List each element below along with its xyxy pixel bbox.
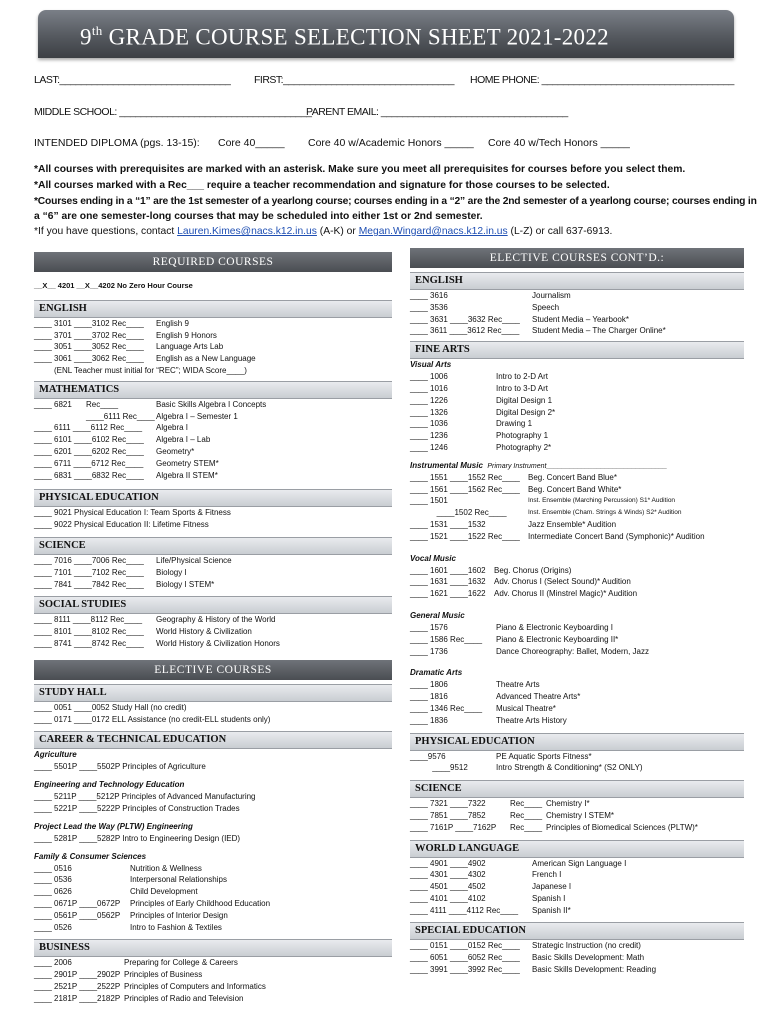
course-name: Principles of Computers and Informatics	[124, 981, 266, 991]
course-row[interactable]	[410, 822, 744, 834]
course-codes: ____ 3701 ____3702 Rec____	[34, 330, 144, 340]
course-name: French I	[532, 870, 562, 880]
course-text: ____ 5211P ____5212P Principles of Advanced Manufacturing	[34, 792, 256, 802]
course-row[interactable]	[410, 302, 744, 314]
course-name: English 9	[156, 318, 189, 328]
course-name: World History & Civilization Honors	[156, 638, 280, 648]
course-row[interactable]	[410, 881, 744, 893]
course-name: Principles of Interior Design	[130, 910, 228, 920]
course-codes: ____ 6821	[34, 399, 72, 409]
course-codes: ____ 8741 ____8742 Rec____	[34, 638, 144, 648]
course-row[interactable]	[34, 702, 392, 714]
course-codes: ____ 1586 Rec____	[410, 634, 483, 644]
course-row[interactable]	[410, 952, 744, 964]
sub-pltw: Project Lead the Way (PLTW) Engineering	[34, 821, 193, 831]
course-row[interactable]	[410, 418, 744, 430]
course-name: Algebra I	[156, 423, 189, 433]
course-codes: ____1502 Rec____	[410, 508, 507, 518]
sub-vocal: Vocal Music	[410, 553, 456, 563]
section-science: SCIENCE	[34, 537, 392, 555]
course-name: Beg. Concert Band White*	[528, 484, 622, 494]
page-title: 9th GRADE COURSE SELECTION SHEET 2021-2022	[80, 23, 609, 50]
section-english-elective: ENGLISH	[410, 272, 744, 290]
section-science-elective: SCIENCE	[410, 780, 744, 798]
course-codes: ____ 3631 ____3632 Rec____	[410, 314, 520, 324]
course-row[interactable]	[34, 981, 392, 993]
course-codes: ____ 0536	[34, 875, 72, 885]
core40-option[interactable]: Core 40_____	[218, 137, 285, 149]
course-codes: ____ 7101 ____7102 Rec____	[34, 567, 144, 577]
course-row[interactable]	[34, 330, 392, 342]
section-business: BUSINESS	[34, 939, 392, 957]
course-name: Nutrition & Wellness	[130, 863, 202, 873]
course-row[interactable]	[410, 565, 744, 577]
parent-email-field[interactable]: PARENT EMAIL: ___________________________________	[306, 106, 568, 118]
course-row[interactable]	[34, 993, 392, 1005]
course-row[interactable]	[410, 484, 744, 496]
course-row[interactable]: ____ 5281P ____5282P Intro to Engineering Design (IED)	[34, 833, 241, 843]
course-name: Principles of Business	[124, 970, 203, 980]
course-name: Language Arts Lab	[156, 342, 224, 352]
last-name-field[interactable]: LAST:________________________________	[34, 74, 231, 86]
section-pe-elective: PHYSICAL EDUCATION	[410, 733, 744, 751]
course-name: Geography & History of the World	[156, 615, 276, 625]
course-codes: ____ 0526	[34, 922, 72, 932]
course-row[interactable]	[410, 893, 744, 905]
course-name: Inst. Ensemble (Cham. Strings & Winds) S2* Audition	[528, 509, 682, 517]
pe-list	[34, 507, 392, 531]
english-list	[34, 318, 392, 365]
zero-hour-row[interactable]: __X__ 4201 __X__4202 No Zero Hour Course	[34, 281, 193, 290]
note-prerequisites: *All courses with prerequisites are marked with an asterisk. Make sure you meet all prerequisites for courses before you select them.	[34, 164, 686, 175]
section-cte: CAREER & TECHNICAL EDUCATION	[34, 731, 392, 749]
course-name: Algebra II STEM*	[156, 470, 218, 480]
section-world-language: WORLD LANGUAGE	[410, 840, 744, 858]
course-row[interactable]	[410, 940, 744, 952]
course-codes: ____ 2006	[34, 958, 72, 968]
course-codes: ____ 8101 ____8102 Rec____	[34, 627, 144, 637]
course-codes: ____ 1736	[410, 646, 448, 656]
course-codes: ____ 1036	[410, 419, 448, 429]
course-row[interactable]	[34, 411, 392, 423]
course-row[interactable]	[34, 791, 392, 803]
course-codes: ____ 4111 ____4112 Rec____	[410, 905, 519, 915]
first-name-field[interactable]: FIRST:________________________________	[254, 74, 454, 86]
sub-dramatic: Dramatic Arts	[410, 668, 463, 678]
note-contact: *If you have questions, contact Lauren.Kimes@nacs.k12.in.us (A-K) or Megan.Wingard@nacs.k12.in.us (L-Z) or call 637-6913.	[34, 226, 613, 237]
course-row[interactable]	[34, 341, 392, 353]
section-physical-education: PHYSICAL EDUCATION	[34, 489, 392, 507]
general-list	[410, 622, 744, 657]
note-semester: *Courses ending in a “1” are the 1st semester of a yearlong course; courses ending in a “2” are the 2nd semester of a yearlong course; courses ending in	[34, 196, 757, 207]
course-name: Principles of Radio and Television	[124, 993, 244, 1003]
course-row[interactable]	[410, 472, 744, 484]
course-row[interactable]	[34, 874, 392, 886]
course-row[interactable]	[410, 507, 744, 519]
course-row[interactable]	[410, 495, 744, 507]
course-name: English 9 Honors	[156, 330, 217, 340]
course-row[interactable]	[410, 383, 744, 395]
core40-academic-option[interactable]: Core 40 w/Academic Honors _____	[308, 137, 474, 149]
enl-note: (ENL Teacher must initial for “REC”; WIDA Score____)	[54, 365, 247, 375]
course-row[interactable]	[410, 762, 744, 774]
course-text: ____ 9022 Physical Education II: Lifetime Fitness	[34, 520, 209, 530]
course-codes: ____ 4301 ____4302	[410, 870, 486, 880]
course-name: Basic Skills Algebra I Concepts	[156, 399, 267, 409]
note-recommendation: *All courses marked with a Rec___ require a teacher recommendation and signature for those courses to be selected.	[34, 180, 610, 191]
course-name: Beg. Concert Band Blue*	[528, 472, 617, 482]
course-codes: ____ 1836	[410, 715, 448, 725]
course-codes: ____ 1226	[410, 395, 448, 405]
course-name: Interpersonal Relationships	[130, 875, 227, 885]
course-row[interactable]	[410, 905, 744, 917]
course-codes: ____ 6711 ____6712 Rec____	[34, 458, 144, 468]
course-name: Inst. Ensemble (Marching Percussion) S1* Audition	[528, 497, 676, 505]
course-name: Beg. Chorus (Origins)	[494, 565, 572, 575]
course-codes: ____ 2521P ____2522P	[34, 981, 121, 991]
course-row[interactable]	[34, 969, 392, 981]
course-codes: ____ 3991 ____3992 Rec____	[410, 965, 520, 975]
course-name: Spanish I	[532, 893, 566, 903]
course-rec: Rec____	[510, 822, 543, 832]
course-codes: ____ 8111 ____8112 Rec____	[34, 615, 143, 625]
course-name: Speech	[532, 302, 560, 312]
course-row[interactable]	[410, 314, 744, 326]
course-name: Intro to 2-D Art	[496, 372, 549, 382]
course-name: Chemistry I*	[546, 799, 590, 809]
course-row[interactable]	[410, 679, 744, 691]
sub-visual-arts: Visual Arts	[410, 360, 452, 370]
section-social-studies: SOCIAL STUDIES	[34, 596, 392, 614]
course-codes: ____ 1631 ____1632	[410, 577, 486, 587]
course-name: Biology I	[156, 567, 187, 577]
dramatic-list	[410, 679, 744, 726]
course-row[interactable]	[34, 422, 392, 434]
section-mathematics: MATHEMATICS	[34, 381, 392, 399]
core40-tech-option[interactable]: Core 40 w/Tech Honors _____	[488, 137, 630, 149]
course-row[interactable]	[34, 567, 392, 579]
course-codes: ____ 1326	[410, 407, 448, 417]
course-codes: ____ 0151 ____0152 Rec____	[410, 941, 520, 951]
course-name: Basic Skills Development: Reading	[532, 965, 657, 975]
course-name: Digital Design 2*	[496, 407, 556, 417]
elective-contd-header: ELECTIVE COURSES CONT’D.:	[410, 248, 744, 268]
course-name: Student Media – The Charger Online*	[532, 326, 666, 336]
course-codes: ____ 2181P ____2182P	[34, 993, 121, 1003]
course-codes: ____ 1816	[410, 692, 448, 702]
course-codes: ____ 7321 ____7322	[410, 799, 486, 809]
course-row[interactable]	[34, 614, 392, 626]
course-name: Adv. Chorus II (Minstrel Magic)* Audition	[494, 589, 638, 599]
course-name: Jazz Ensemble* Audition	[528, 519, 617, 529]
sub-instrumental: Instrumental Music Primary Instrument_______________________________	[410, 460, 668, 470]
study-list	[34, 702, 392, 726]
course-row[interactable]	[34, 519, 392, 531]
course-codes: ____ 3611 ____3612 Rec____	[410, 326, 520, 336]
course-name: Principles of Biomedical Sciences (PLTW)*	[546, 822, 698, 832]
middle-school-field[interactable]: MIDDLE SCHOOL: ____________________________________	[34, 106, 312, 118]
course-codes: ____ 3061 ____3062 Rec____	[34, 354, 144, 364]
course-codes: ____ 6201 ____6202 Rec____	[34, 446, 144, 456]
course-name: Theatre Arts	[496, 680, 540, 690]
course-name: American Sign Language I	[532, 858, 627, 868]
course-row[interactable]	[34, 898, 392, 910]
course-codes: ____ 1576	[410, 622, 448, 632]
course-codes: ____9512	[410, 763, 468, 773]
course-name: Piano & Electronic Keyboarding I	[496, 622, 613, 632]
course-name: Algebra I – Lab	[156, 435, 211, 445]
course-row[interactable]	[34, 922, 392, 934]
course-codes: ____ 1346 Rec____	[410, 703, 483, 713]
course-row[interactable]	[410, 576, 744, 588]
sub-agriculture: Agriculture	[34, 750, 77, 760]
course-codes: ____ 1006	[410, 372, 448, 382]
course-row[interactable]	[410, 290, 744, 302]
home-phone-field[interactable]: HOME PHONE: ____________________________________	[470, 74, 734, 86]
pe-elective-list	[410, 751, 744, 775]
section-fine-arts: FINE ARTS	[410, 341, 744, 359]
course-name: Preparing for College & Careers	[124, 958, 238, 968]
course-row[interactable]	[34, 638, 392, 650]
course-name: Adv. Chorus I (Select Sound)* Audition	[494, 577, 631, 587]
course-name: Intermediate Concert Band (Symphonic)* Audition	[528, 531, 705, 541]
title-banner	[0, 0, 770, 64]
sub-general-music: General Music	[410, 610, 465, 620]
section-special-education: SPECIAL EDUCATION	[410, 922, 744, 940]
course-rec: Rec____	[510, 810, 543, 820]
course-codes: ____ 1521 ____1522 Rec____	[410, 531, 520, 541]
course-row[interactable]	[34, 555, 392, 567]
course-row[interactable]	[410, 622, 744, 634]
course-codes: ____ 1551 ____1552 Rec____	[410, 472, 520, 482]
course-row[interactable]	[410, 798, 744, 810]
right-column	[410, 248, 744, 976]
email-link-wingard[interactable]: Megan.Wingard@nacs.k12.in.us	[358, 226, 508, 237]
course-row[interactable]	[410, 519, 744, 531]
course-row[interactable]	[34, 910, 392, 922]
email-link-kimes[interactable]: Lauren.Kimes@nacs.k12.in.us	[177, 226, 317, 237]
course-row[interactable]	[410, 531, 744, 543]
course-name: English as a New Language	[156, 354, 256, 364]
course-row[interactable]	[410, 715, 744, 727]
course-row[interactable]	[410, 810, 744, 822]
course-name: Intro to 3-D Art	[496, 383, 549, 393]
course-codes: ____ 4101 ____4102	[410, 893, 486, 903]
course-row[interactable]	[34, 579, 392, 591]
course-row[interactable]	[410, 703, 744, 715]
course-name: World History & Civilization	[156, 627, 252, 637]
course-name: Intro Strength & Conditioning* (S2 ONLY)	[496, 763, 643, 773]
primary-instrument-field[interactable]: Primary Instrument_______________________________	[487, 462, 668, 470]
course-name: Photography 1	[496, 431, 549, 441]
course-name: Geometry STEM*	[156, 458, 219, 468]
course-row[interactable]	[34, 470, 392, 482]
business-list	[34, 957, 392, 1004]
left-column	[34, 252, 392, 1004]
course-row[interactable]	[34, 399, 392, 411]
course-codes: ____ 7841 ____7842 Rec____	[34, 579, 144, 589]
course-row[interactable]	[410, 869, 744, 881]
course-codes: ____ 1246	[410, 442, 448, 452]
course-row[interactable]	[410, 588, 744, 600]
social-list	[34, 614, 392, 649]
course-name: Student Media – Yearbook*	[532, 314, 629, 324]
course-name: Japanese I	[532, 882, 572, 892]
course-name: Biology I STEM*	[156, 579, 215, 589]
course-row[interactable]	[410, 371, 744, 383]
course-codes: ____ 1501	[410, 496, 448, 506]
course-row[interactable]	[34, 434, 392, 446]
course-text: ____ 9021 Physical Education I: Team Sports & Fitness	[34, 508, 231, 518]
course-name: Intro to Fashion & Textiles	[130, 922, 222, 932]
course-codes: ____ 7851 ____7852	[410, 810, 486, 820]
math-list	[34, 399, 392, 482]
course-codes: ____ 1621 ____1622	[410, 589, 486, 599]
course-rec: Rec____	[86, 399, 119, 409]
course-codes: ____ 3051 ____3052 Rec____	[34, 342, 144, 352]
course-row[interactable]	[34, 318, 392, 330]
course-row[interactable]	[34, 803, 392, 815]
course-name: Drawing 1	[496, 419, 533, 429]
course-name: Advanced Theatre Arts*	[496, 692, 581, 702]
course-codes: ____ 0626	[34, 887, 72, 897]
course-codes: ____ 6831 ____6832 Rec____	[34, 470, 144, 480]
course-codes: ____ 6051 ____6052 Rec____	[410, 953, 520, 963]
course-name: Digital Design 1	[496, 395, 553, 405]
course-codes: ____ 7016 ____7006 Rec____	[34, 555, 144, 565]
sub-engineering: Engineering and Technology Education	[34, 780, 185, 790]
course-row[interactable]	[34, 957, 392, 969]
course-codes: ____ 0671P ____0672P	[34, 898, 121, 908]
course-codes: ____ 6111 ____6112 Rec____	[34, 423, 143, 433]
course-text: ____ 5221P ____5222P Principles of Construction Trades	[34, 803, 240, 813]
fcs-list	[34, 863, 392, 934]
course-name: Chemistry I STEM*	[546, 810, 615, 820]
course-codes: ____ 6101 ____6102 Rec____	[34, 435, 144, 445]
instrumental-list	[410, 472, 744, 543]
course-codes: ____ 3616	[410, 291, 448, 300]
course-name: Theatre Arts History	[496, 715, 567, 725]
course-codes: ____ 3101 ____3102 Rec____	[34, 318, 144, 328]
course-row[interactable]	[34, 353, 392, 365]
course-codes: ____ 3536	[410, 302, 448, 312]
course-rec: ____6111 Rec____	[86, 411, 155, 421]
course-codes: ____ 1601 ____1602	[410, 565, 486, 575]
required-courses-header: REQUIRED COURSES	[34, 252, 392, 272]
course-codes: ____ 0561P ____0562P	[34, 910, 121, 920]
sped-list	[410, 940, 744, 975]
course-row[interactable]	[34, 626, 392, 638]
course-codes: ____ 1531 ____1532	[410, 519, 486, 529]
course-codes: ____ 7161P ____7162P	[410, 822, 497, 832]
course-rec: Rec____	[510, 799, 543, 809]
course-row[interactable]	[34, 446, 392, 458]
world-language-list	[410, 858, 744, 917]
section-english: ENGLISH	[34, 300, 392, 318]
course-row[interactable]	[410, 964, 744, 976]
elective-courses-header: ELECTIVE COURSES	[34, 660, 392, 680]
course-text: ____ 0171 ____0172 ELL Assistance (no credit-ELL students only)	[34, 714, 271, 724]
course-name: Principles of Early Childhood Education	[130, 898, 271, 908]
course-name: Basic Skills Development: Math	[532, 953, 645, 963]
course-codes: ____ 2901P ____2902P	[34, 970, 121, 980]
course-codes: ____ 4501 ____4502	[410, 882, 486, 892]
visual-list	[410, 371, 744, 454]
course-row[interactable]	[410, 751, 744, 763]
course-row[interactable]	[34, 714, 392, 726]
course-name: Musical Theatre*	[496, 703, 556, 713]
course-row[interactable]	[34, 886, 392, 898]
sub-fcs: Family & Consumer Sciences	[34, 851, 147, 861]
science-elective-list	[410, 798, 744, 833]
course-name: Geometry*	[156, 446, 195, 456]
course-row[interactable]	[410, 634, 744, 646]
course-row[interactable]	[34, 863, 392, 875]
course-row[interactable]	[410, 646, 744, 658]
course-codes: ____9576	[410, 751, 446, 761]
course-name: Journalism	[532, 291, 571, 300]
course-row[interactable]: ____ 5501P ____5502P Principles of Agriculture	[34, 762, 206, 772]
diploma-label: INTENDED DIPLOMA (pgs. 13-15):	[34, 137, 200, 149]
course-row[interactable]	[410, 430, 744, 442]
course-name: Child Development	[130, 887, 198, 897]
course-row[interactable]	[410, 442, 744, 454]
course-name: Dance Choreography: Ballet, Modern, Jazz	[496, 646, 649, 656]
course-row[interactable]	[34, 507, 392, 519]
course-name: Photography 2*	[496, 442, 552, 452]
course-name: Life/Physical Science	[156, 555, 232, 565]
course-row[interactable]	[410, 691, 744, 703]
course-row[interactable]	[410, 325, 744, 337]
course-name: Algebra I – Semester 1	[156, 411, 238, 421]
vocal-list	[410, 565, 744, 600]
course-codes: ____ 1806	[410, 680, 448, 690]
course-name: Strategic Instruction (no credit)	[532, 941, 641, 951]
course-name: Piano & Electronic Keyboarding II*	[496, 634, 619, 644]
course-codes: ____ 1016	[410, 383, 448, 393]
course-row[interactable]	[410, 407, 744, 419]
english-elective-list	[410, 290, 744, 337]
course-row[interactable]	[34, 458, 392, 470]
engineering-list	[34, 791, 392, 815]
course-codes: ____ 0516	[34, 863, 72, 873]
note-semester-cont: a “6” are one semester-long courses that may be scheduled into either 1st or 2nd semester.	[34, 211, 483, 222]
section-study-hall: STUDY HALL	[34, 684, 392, 702]
course-name: PE Aquatic Sports Fitness*	[496, 751, 592, 761]
course-codes: ____ 1236	[410, 431, 448, 441]
course-text: ____ 0051 ____0052 Study Hall (no credit)	[34, 702, 187, 712]
course-row[interactable]	[410, 395, 744, 407]
course-codes: ____ 1561 ____1562 Rec____	[410, 484, 520, 494]
course-row[interactable]	[410, 858, 744, 870]
course-name: Spanish II*	[532, 905, 571, 915]
science-list	[34, 555, 392, 590]
course-codes: ____ 4901 ____4902	[410, 858, 486, 868]
